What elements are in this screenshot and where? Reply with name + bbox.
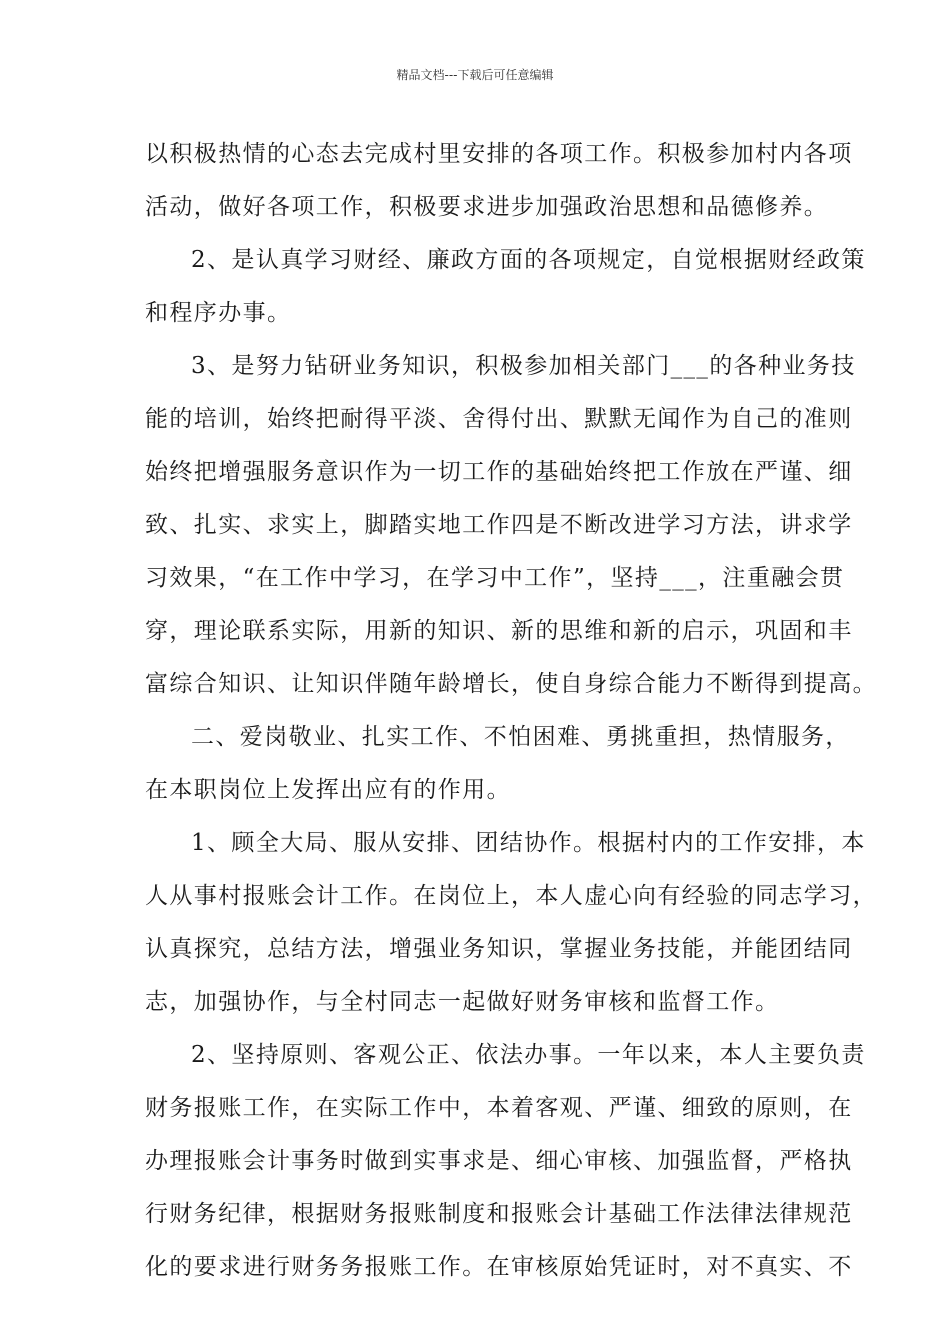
text-line: 活动，做好各项工作，积极要求进步加强政治思想和品德修养。 [145, 194, 829, 220]
text-line: 以积极热情的心态去完成村里安排的各项工作。积极参加村内各项 [145, 141, 853, 167]
text-line: 1、顾全大局、服从安排、团结协作。根据村内的工作安排，本 [191, 830, 866, 856]
text-line: 和程序办事。 [145, 300, 292, 326]
text-line: 志，加强协作，与全村同志一起做好财务审核和监督工作。 [145, 989, 780, 1015]
text-line: 2、是认真学习财经、廉政方面的各项规定，自觉根据财经政策 [191, 247, 866, 273]
text-line: 二、爱岗敬业、扎实工作、不怕困难、勇挑重担，热情服务， [191, 724, 850, 750]
text-line: 财务报账工作，在实际工作中，本着客观、严谨、细致的原则，在 [145, 1095, 853, 1121]
text-line: 人从事村报账会计工作。在岗位上，本人虚心向有经验的同志学习， [145, 883, 877, 909]
text-line: 始终把增强服务意识作为一切工作的基础始终把工作放在严谨、细 [145, 459, 853, 485]
text-line: 在本职岗位上发挥出应有的作用。 [145, 777, 511, 803]
text-line: 办理报账会计事务时做到实事求是、细心审核、加强监督，严格执 [145, 1148, 853, 1174]
text-line: 富综合知识、让知识伴随年龄增长，使自身综合能力不断得到提高。 [145, 671, 877, 697]
text-line: 化的要求进行财务务报账工作。在审核原始凭证时，对不真实、不 [145, 1254, 853, 1280]
text-line: 能的培训，始终把耐得平淡、舍得付出、默默无闻作为自己的准则 [145, 406, 853, 432]
text-line: 2、坚持原则、客观公正、依法办事。一年以来，本人主要负责 [191, 1042, 866, 1068]
text-line: 认真探究，总结方法，增强业务知识，掌握业务技能，并能团结同 [145, 936, 853, 962]
page-header: 精品文档---下载后可任意编辑 [396, 68, 554, 82]
document-body [145, 128, 877, 1294]
text-line: 习效果，“在工作中学习，在学习中工作”，坚持___，注重融会贯 [145, 565, 845, 591]
text-line: 穿，理论联系实际，用新的知识、新的思维和新的启示，巩固和丰 [145, 618, 853, 644]
text-line: 行财务纪律，根据财务报账制度和报账会计基础工作法律法律规范 [145, 1201, 853, 1227]
text-line: 致、扎实、求实上，脚踏实地工作四是不断改进学习方法，讲求学 [145, 512, 853, 538]
text-line: 3、是努力钻研业务知识，积极参加相关部门___的各种业务技 [191, 353, 856, 379]
